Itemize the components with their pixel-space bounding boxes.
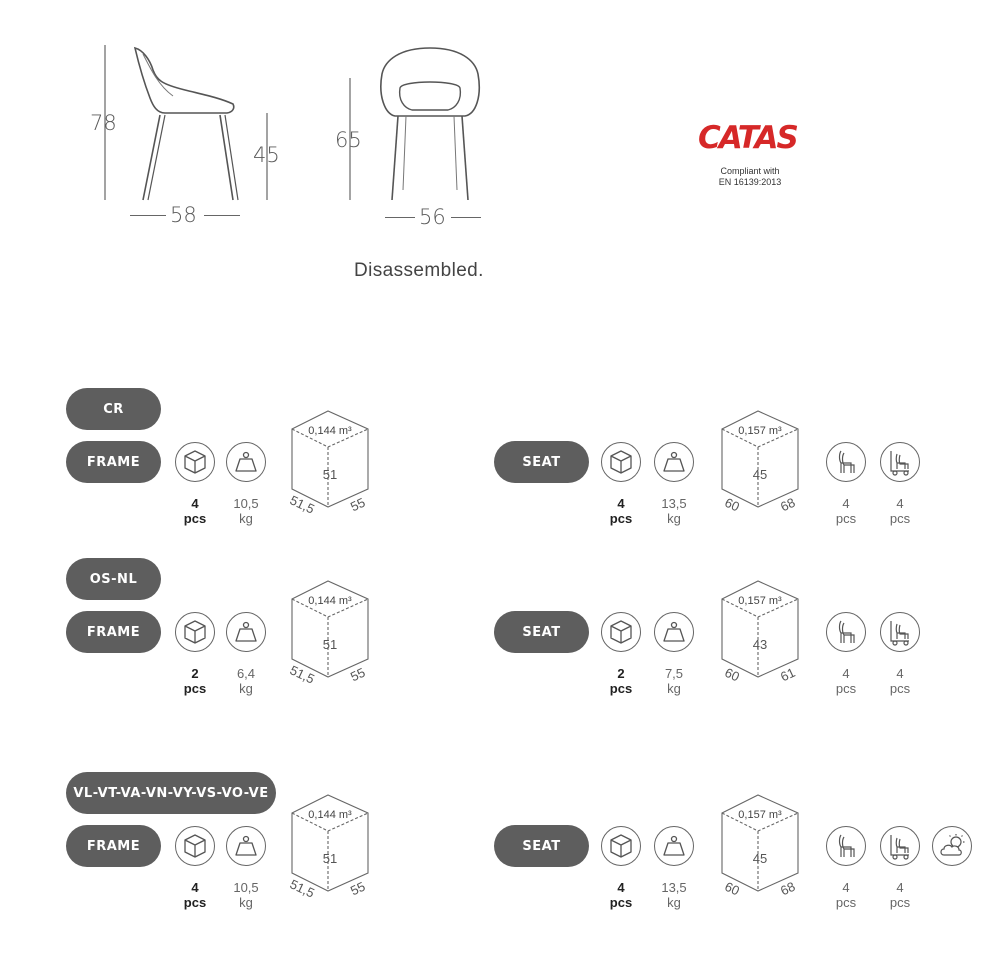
trolley-stack-icon xyxy=(887,832,913,860)
frame-quantity-value: 4 xyxy=(191,496,199,511)
stack-count-value: 4 xyxy=(842,496,850,511)
frame-weight-value: 6,4 xyxy=(236,666,256,681)
seat-width: 68 xyxy=(778,494,798,515)
frame-width: 55 xyxy=(348,664,368,685)
trolley-count xyxy=(870,880,930,910)
stack-count-unit: pcs xyxy=(835,681,857,696)
seat-volume: 0,157 m³ xyxy=(738,425,782,437)
outdoor-circle xyxy=(932,826,972,866)
side-depth-value: 58 xyxy=(170,203,197,227)
stackable-circle xyxy=(826,612,866,652)
trolley-count-value: 4 xyxy=(896,880,904,895)
seat-width: 68 xyxy=(778,878,798,899)
seat-quantity-unit: pcs xyxy=(609,681,633,696)
side-height-value: 78 xyxy=(90,111,117,135)
frame-weight-value: 10,5 xyxy=(233,880,259,895)
frame-quantity-unit: pcs xyxy=(183,511,207,526)
trolley-stack-icon xyxy=(887,618,913,646)
box-icon xyxy=(183,833,207,859)
seat-weight-unit: kg xyxy=(667,511,681,526)
frame-pill: FRAME xyxy=(66,825,161,867)
seat-weight-value: 7,5 xyxy=(664,666,684,681)
weight-icon xyxy=(234,620,258,644)
frame-pill: FRAME xyxy=(66,441,161,483)
box-icon xyxy=(183,619,207,645)
seat-box-diagram xyxy=(718,407,810,519)
frame-weight xyxy=(216,880,276,910)
stackable-circle xyxy=(826,442,866,482)
trolley-count-unit: pcs xyxy=(889,681,911,696)
stack-count-unit: pcs xyxy=(835,511,857,526)
weight-icon xyxy=(662,450,686,474)
seat-weight-circle xyxy=(654,442,694,482)
front-width-dimension xyxy=(385,205,485,229)
trolley-circle xyxy=(880,826,920,866)
frame-height: 51 xyxy=(322,467,338,482)
frame-quantity-circle xyxy=(175,442,215,482)
seat-weight xyxy=(644,666,704,696)
frame-depth: 51,5 xyxy=(288,662,317,687)
box-icon xyxy=(609,833,633,859)
seat-quantity xyxy=(591,666,651,696)
frame-box-diagram xyxy=(288,577,380,689)
stack-count xyxy=(816,496,876,526)
seat-weight xyxy=(644,880,704,910)
seat-width: 61 xyxy=(778,664,798,685)
disassembled-caption: Disassembled. xyxy=(354,260,484,281)
seat-pill: SEAT xyxy=(494,611,589,653)
seat-pill: SEAT xyxy=(494,825,589,867)
seat-quantity-value: 4 xyxy=(617,496,625,511)
seat-volume: 0,157 m³ xyxy=(738,809,782,821)
sun-cloud-icon xyxy=(937,833,967,859)
frame-pill: FRAME xyxy=(66,611,161,653)
trolley-count-unit: pcs xyxy=(889,511,911,526)
stack-count-value: 4 xyxy=(842,880,850,895)
stack-count-unit: pcs xyxy=(835,895,857,910)
weight-icon xyxy=(662,834,686,858)
frame-weight-value: 10,5 xyxy=(233,496,259,511)
weight-icon xyxy=(234,450,258,474)
catas-line2: EN 16139:2013 xyxy=(718,177,782,187)
group-name-pill: CR xyxy=(66,388,161,430)
front-height-value: 65 xyxy=(335,128,362,152)
frame-width: 55 xyxy=(348,494,368,515)
stack-count xyxy=(816,880,876,910)
box-icon xyxy=(609,619,633,645)
seat-weight xyxy=(644,496,704,526)
seat-quantity-value: 4 xyxy=(617,880,625,895)
stack-chairs-icon xyxy=(833,832,859,860)
seat-depth: 60 xyxy=(722,878,742,899)
stack-count-value: 4 xyxy=(842,666,850,681)
seat-quantity xyxy=(591,880,651,910)
seat-quantity-circle xyxy=(601,612,641,652)
seat-pill: SEAT xyxy=(494,441,589,483)
frame-volume: 0,144 m³ xyxy=(308,595,352,607)
frame-quantity-value: 4 xyxy=(191,880,199,895)
trolley-count-value: 4 xyxy=(896,496,904,511)
trolley-count xyxy=(870,496,930,526)
frame-weight-circle xyxy=(226,612,266,652)
seat-weight-value: 13,5 xyxy=(661,496,687,511)
frame-weight-circle xyxy=(226,826,266,866)
seat-box-diagram xyxy=(718,791,810,903)
seat-depth: 60 xyxy=(722,664,742,685)
stack-chairs-icon xyxy=(833,448,859,476)
catas-compliance-text xyxy=(700,166,800,188)
seat-weight-circle xyxy=(654,826,694,866)
seat-weight-unit: kg xyxy=(667,895,681,910)
frame-height: 51 xyxy=(322,851,338,866)
seat-height: 45 xyxy=(752,851,768,866)
seat-height: 45 xyxy=(752,467,768,482)
seat-quantity-circle xyxy=(601,442,641,482)
stack-count xyxy=(816,666,876,696)
trolley-count-unit: pcs xyxy=(889,895,911,910)
seat-quantity-unit: pcs xyxy=(609,895,633,910)
trolley-stack-icon xyxy=(887,448,913,476)
seat-quantity-unit: pcs xyxy=(609,511,633,526)
seat-box-diagram xyxy=(718,577,810,689)
frame-volume: 0,144 m³ xyxy=(308,425,352,437)
stack-chairs-icon xyxy=(833,618,859,646)
frame-depth: 51,5 xyxy=(288,876,317,901)
frame-quantity-unit: pcs xyxy=(183,681,207,696)
frame-quantity-unit: pcs xyxy=(183,895,207,910)
seat-weight-value: 13,5 xyxy=(661,880,687,895)
box-icon xyxy=(609,449,633,475)
frame-quantity-circle xyxy=(175,826,215,866)
frame-weight-unit: kg xyxy=(239,511,253,526)
seat-weight-unit: kg xyxy=(667,681,681,696)
frame-weight-unit: kg xyxy=(239,895,253,910)
seat-quantity-circle xyxy=(601,826,641,866)
catas-line1: Compliant with xyxy=(720,166,780,176)
frame-weight xyxy=(216,496,276,526)
frame-weight-circle xyxy=(226,442,266,482)
seat-volume: 0,157 m³ xyxy=(738,595,782,607)
frame-depth: 51,5 xyxy=(288,492,317,517)
trolley-circle xyxy=(880,612,920,652)
trolley-circle xyxy=(880,442,920,482)
catas-logo: CATAS xyxy=(698,120,797,156)
frame-height: 51 xyxy=(322,637,338,652)
side-seat-height-value: 45 xyxy=(253,143,280,167)
trolley-count-value: 4 xyxy=(896,666,904,681)
trolley-count xyxy=(870,666,930,696)
weight-icon xyxy=(662,620,686,644)
stackable-circle xyxy=(826,826,866,866)
group-name-pill: VL-VT-VA-VN-VY-VS-VO-VE xyxy=(66,772,276,814)
seat-height: 43 xyxy=(752,637,768,652)
frame-width: 55 xyxy=(348,878,368,899)
frame-box-diagram xyxy=(288,791,380,903)
frame-quantity-circle xyxy=(175,612,215,652)
group-name-pill: OS-NL xyxy=(66,558,161,600)
chair-front-drawing xyxy=(340,40,490,210)
weight-icon xyxy=(234,834,258,858)
front-width-value: 56 xyxy=(419,205,446,229)
seat-weight-circle xyxy=(654,612,694,652)
frame-weight xyxy=(216,666,276,696)
frame-box-diagram xyxy=(288,407,380,519)
side-depth-dimension xyxy=(130,203,240,227)
seat-quantity xyxy=(591,496,651,526)
frame-weight-unit: kg xyxy=(239,681,253,696)
box-icon xyxy=(183,449,207,475)
frame-quantity-value: 2 xyxy=(191,666,199,681)
frame-volume: 0,144 m³ xyxy=(308,809,352,821)
chair-side-drawing xyxy=(95,40,285,230)
seat-quantity-value: 2 xyxy=(617,666,625,681)
seat-depth: 60 xyxy=(722,494,742,515)
